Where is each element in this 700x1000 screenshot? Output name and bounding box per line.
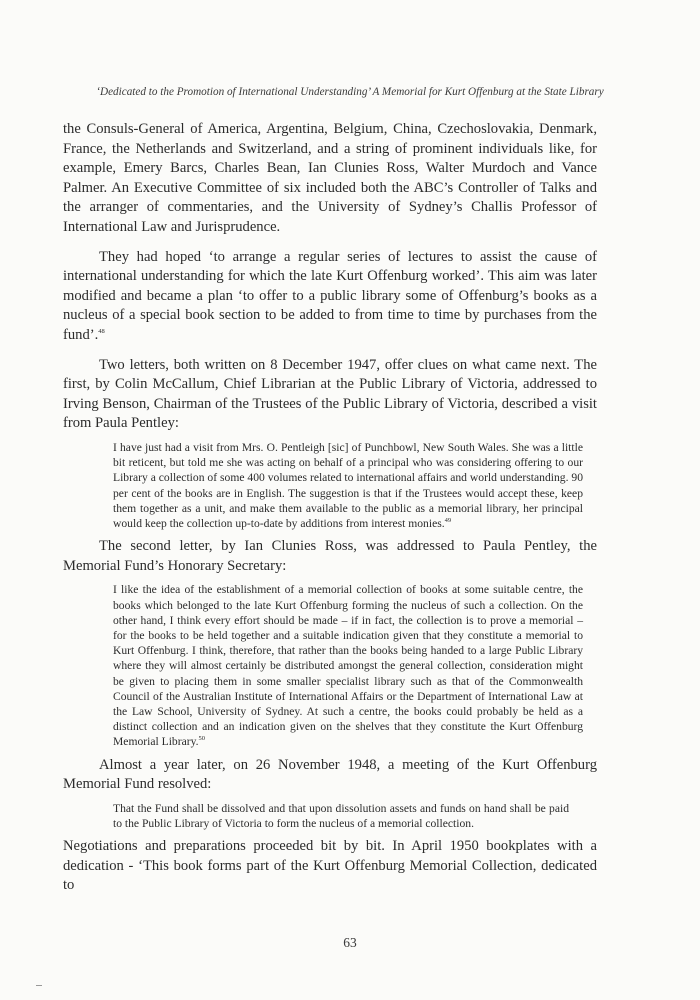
page-body — [63, 120, 597, 896]
paragraph-negotiations: Negotiations and preparations proceeded bit by bit. In April 1950 bookplates with a dedication - ‘This book forms part of the Kurt Offenburg Memorial Collection, dedicated to — [63, 838, 597, 894]
block-quote-clunies-ross — [113, 582, 583, 749]
paragraph-lectures — [63, 248, 597, 346]
scan-mark — [36, 985, 42, 986]
running-head: ‘Dedicated to the Promotion of International Understanding’ A Memorial for Kurt Offenburg at the State Library — [96, 86, 604, 98]
block-quote-resolution: That the Fund shall be dissolved and that upon dissolution assets and funds on hand shall be paid to the Public Library of Victoria to form the nucleus of a memorial collection. — [113, 801, 569, 830]
paragraph-consuls: the Consuls-General of America, Argentina, Belgium, China, Czechoslovakia, Denmark, France, the Netherlands and Switzerland, and a string of prominent individuals like, for example, Emery Barcs, Charles Bean, Ian Clunies Ross, Walter Murdoch and Vance Palmer. An Executive Committee of six included both the ABC’s Controller of Talks and the arranger of commentaries, and the University of Sydney’s Challis Professor of International Law and Jurisprudence. — [63, 121, 597, 235]
quote-text: I have just had a visit from Mrs. O. Pentleigh [sic] of Punchbowl, New South Wales. She was a little bit reticent, but told me she was acting on behalf of a principal who was considering offering to our Library a collection of some 400 volumes related to international affairs and world understanding. 90 per cent of the books are in English. The suggestion is that if the Trustees would accept these, keep them together as a unit, and make them available to the public as a memorial library, her principal would keep the collection up-to-date by additions from interest monies. — [113, 440, 583, 530]
paragraph-two-letters: Two letters, both written on 8 December 1947, offer clues on what came next. The first, by Colin McCallum, Chief Librarian at the Public Library of Victoria, addressed to Irving Benson, Chairman of the Trustees of the Public Library of Victoria, described a visit from Paula Pentley: — [63, 356, 597, 432]
footnote-ref-49: 49 — [444, 517, 452, 525]
page-number: 63 — [343, 935, 357, 950]
paragraph-second-letter: The second letter, by Ian Clunies Ross, was addressed to Paula Pentley, the Memorial Fund’s Honorary Secretary: — [63, 538, 597, 574]
footnote-ref-48: 48 — [98, 328, 105, 336]
quote-text: I like the idea of the establishment of a memorial collection of books at some suitable centre, the books which belonged to the late Kurt Offenburg forming the nucleus of such a collection. On the other hand, I think every effort should be made – if in fact, the collection is to prove a memorial – for the books to be held together and a suitable indication given that they constitute a memorial to Kurt Offenburg. I think, therefore, that rather than the books being handed to a large Public Library where they will almost certainly be distributed amongst the general collection, consideration might be given to placing them in some smaller specialist library such as that of the Commonwealth Council of the Australian Institute of International Affairs or the Department of International Law at the Law School, University of Sydney. At such a centre, the books could probably be held as a distinct collection and an indication given on the shelves that they constitute the Kurt Offenburg Memorial Library. — [113, 583, 583, 749]
block-quote-mccallum — [113, 440, 583, 531]
paragraph-year-later: Almost a year later, on 26 November 1948, a meeting of the Kurt Offenburg Memorial Fund resolved: — [63, 756, 597, 793]
paragraph-text: They had hoped ‘to arrange a regular series of lectures to assist the cause of international understanding for which the late Kurt Offenburg worked’. This aim was later modified and became a plan ‘to offer to a public library some of Offenburg’s books as a nucleus of a special book section to be added to from time to time by purchases from the fund’. — [63, 248, 597, 343]
footnote-ref-50: 50 — [198, 735, 206, 743]
